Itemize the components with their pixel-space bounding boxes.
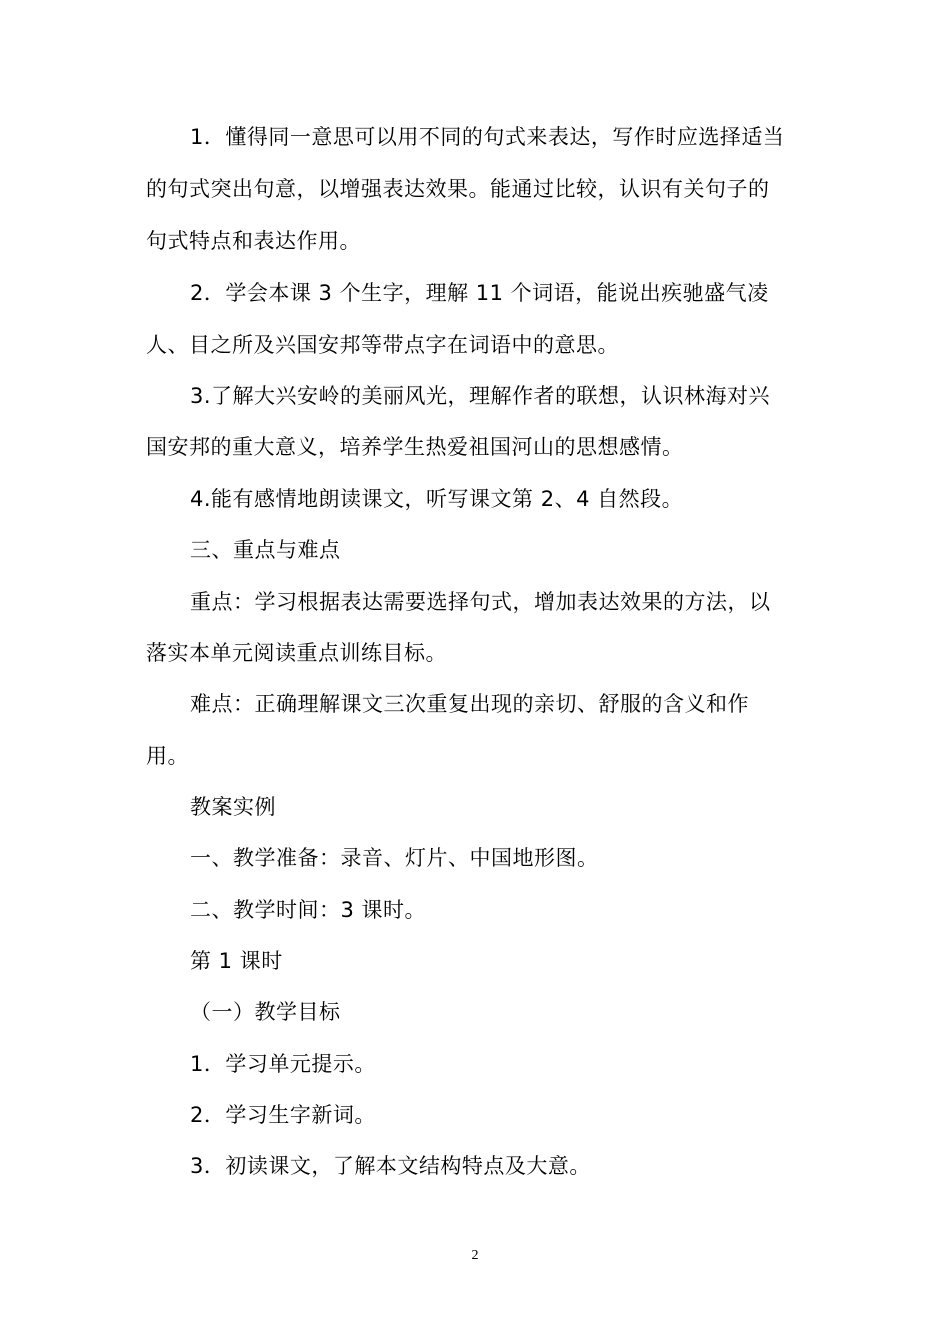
difficulty-line-1: 难点：正确理解课文三次重复出现的亲切、舒服的含义和作 bbox=[190, 692, 749, 716]
objective-2-line-2: 人、目之所及兴国安邦等带点字在词语中的意思。 bbox=[146, 333, 619, 357]
key-point-line-1: 重点：学习根据表达需要选择句式，增加表达效果的方法，以 bbox=[190, 590, 771, 614]
goal-item-1: 1．学习单元提示。 bbox=[190, 1052, 376, 1076]
page-number: 2 bbox=[471, 1248, 479, 1263]
objective-3-line-1: 3.了解大兴安岭的美丽风光，理解作者的联想，认识林海对兴 bbox=[190, 384, 771, 408]
teaching-goals-heading: （一）教学目标 bbox=[190, 1000, 341, 1024]
teaching-time: 二、教学时间：3 课时。 bbox=[190, 898, 427, 922]
section-heading-key-points: 三、重点与难点 bbox=[190, 538, 341, 562]
objective-2-line-1: 2．学会本课 3 个生字，理解 11 个词语，能说出疾驰盛气凌 bbox=[190, 281, 769, 305]
objective-1-line-2: 的句式突出句意，以增强表达效果。能通过比较，认识有关句子的 bbox=[146, 177, 770, 201]
lesson-period-heading: 第 1 课时 bbox=[190, 949, 283, 973]
goal-item-2: 2．学习生字新词。 bbox=[190, 1103, 376, 1127]
objective-4-line: 4.能有感情地朗读课文，听写课文第 2、4 自然段。 bbox=[190, 487, 684, 511]
objective-1-line-1: 1．懂得同一意思可以用不同的句式来表达，写作时应选择适当 bbox=[190, 125, 785, 149]
key-point-line-2: 落实本单元阅读重点训练目标。 bbox=[146, 641, 447, 665]
lesson-example-heading: 教案实例 bbox=[190, 795, 276, 819]
teaching-preparation: 一、教学准备：录音、灯片、中国地形图。 bbox=[190, 846, 599, 870]
objective-3-line-2: 国安邦的重大意义，培养学生热爱祖国河山的思想感情。 bbox=[146, 435, 684, 459]
objective-1-line-3: 句式特点和表达作用。 bbox=[146, 229, 361, 253]
goal-item-3: 3．初读课文，了解本文结构特点及大意。 bbox=[190, 1154, 591, 1178]
difficulty-line-2: 用。 bbox=[146, 744, 189, 768]
